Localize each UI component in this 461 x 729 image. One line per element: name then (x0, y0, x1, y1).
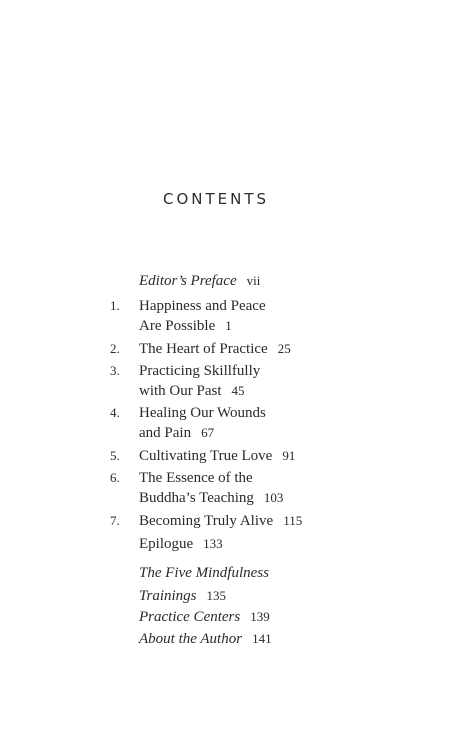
toc-entry-title (139, 511, 302, 531)
toc-entry-page-number: 103 (263, 490, 284, 505)
toc-entry-line: Editor’s Preface (139, 273, 237, 289)
toc-entry-title (139, 296, 266, 336)
toc-entry-line: with Our Past (139, 383, 222, 399)
toc-entry-page-number: 133 (203, 536, 223, 551)
toc-entry-page-number: 67 (201, 425, 215, 440)
toc-entry-line: Buddha’s Teaching (139, 490, 254, 506)
toc-entry-number: 7. (110, 513, 120, 528)
toc-entry-page-number: vii (246, 273, 261, 288)
toc-entry-line: The Five Mindfulness (139, 565, 269, 581)
toc-entry-title (139, 361, 260, 401)
toc-entry-title (139, 339, 291, 359)
toc-entry-page-number: 135 (206, 588, 227, 603)
toc-entry-number: 4. (110, 405, 120, 420)
toc-entry-page-number: 141 (252, 631, 272, 646)
toc-entry-page-number: 115 (283, 513, 303, 528)
toc-entry-title (139, 403, 266, 443)
toc-entry-title (139, 446, 295, 466)
toc-entry-line: About the Author (139, 631, 243, 647)
toc-entry-line: Epilogue (139, 536, 194, 552)
toc-entry-page-number: 45 (231, 383, 245, 398)
toc-entry-title (139, 563, 269, 606)
toc-entry-page-number: 25 (277, 341, 291, 356)
toc-entry-title (139, 271, 260, 291)
toc-entry-number: 6. (110, 470, 120, 485)
toc-entry-line: Are Possible (139, 318, 216, 334)
toc-entry-number: 2. (110, 341, 120, 356)
toc-entry-line: Happiness and Peace (139, 298, 266, 314)
toc-entry-line: Healing Our Wounds (139, 405, 266, 421)
toc-entry-number: 3. (110, 363, 120, 378)
toc-entry-title (139, 534, 223, 554)
toc-entry-line: Cultivating True Love (139, 448, 273, 464)
toc-entry-title (139, 607, 270, 627)
toc-entry-number: 1. (110, 298, 120, 313)
toc-entry-line: Trainings (139, 588, 197, 604)
toc-entry-page-number: 1 (225, 318, 232, 333)
toc-entry-line: and Pain (139, 425, 192, 441)
toc-entry-line: The Essence of the (139, 470, 253, 486)
toc-entry-page-number: 91 (282, 448, 296, 463)
toc-entry-line: Becoming Truly Alive (139, 513, 274, 529)
toc-entry-line: The Heart of Practice (139, 341, 268, 357)
toc-entry-page-number: 139 (250, 609, 270, 624)
toc-entry-line: Practicing Skillfully (139, 363, 261, 379)
toc-entry-title (139, 468, 283, 508)
page-title: CONTENTS (162, 190, 270, 208)
toc-entry-title (139, 629, 272, 649)
toc-entry-line: Practice Centers (139, 609, 241, 625)
toc-entry-number: 5. (110, 448, 120, 463)
